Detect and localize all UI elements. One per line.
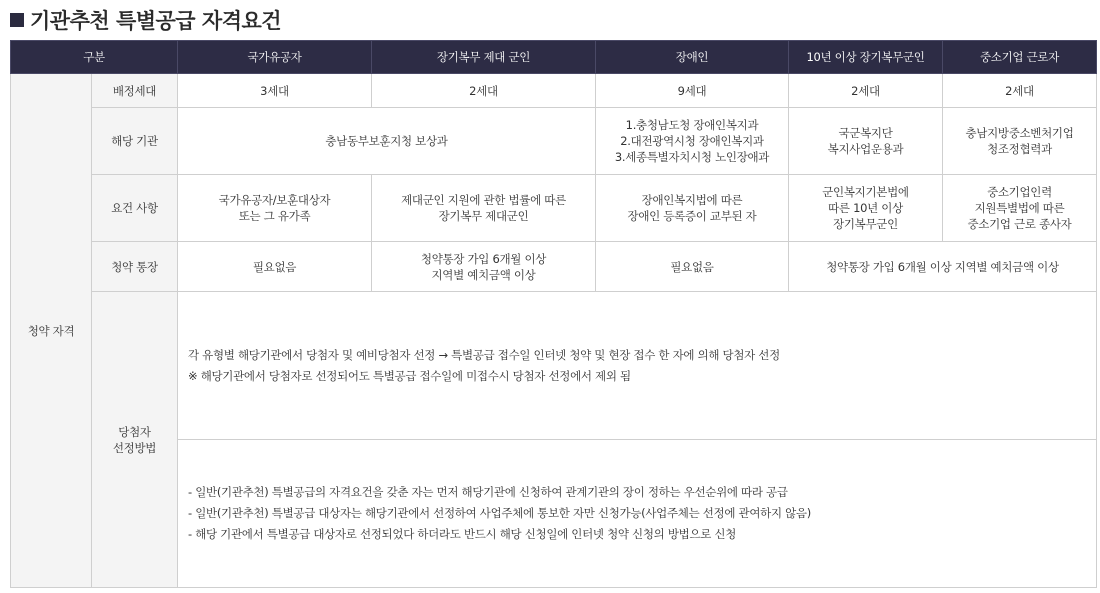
row-agency [11, 108, 1097, 175]
cell-households-disabled: 9세대 [596, 74, 789, 108]
row-label-households: 배정세대 [92, 74, 178, 108]
eligibility-table [10, 40, 1097, 588]
cell-households-discharged: 2세대 [372, 74, 596, 108]
cell-agency-long-service: 국군복지단 복지사업운용과 [789, 108, 943, 175]
cell-agency-disabled: 1.충청남도청 장애인복지과 2.대전광역시청 장애인복지과 3.세종특별자치시청 노인장애과 [596, 108, 789, 175]
selection-block-1 [178, 292, 1097, 440]
selection-rule-1: - 일반(기관추천) 특별공급의 자격요건을 갖춘 자는 먼저 해당기관에 신청하여 관계기관의 장이 정하는 우선순위에 따라 공급 [188, 485, 788, 499]
cell-req-veterans: 국가유공자/보훈대상자 또는 그 유가족 [178, 175, 372, 242]
selection-rule-3: - 해당 기관에서 특별공급 대상자로 선정되었다 하더라도 반드시 해당 신청일에 인터넷 청약 신청의 방법으로 신청 [188, 527, 737, 541]
selection-rule-2: - 일반(기관추천) 특별공급 대상자는 해당기관에서 선정하여 사업주체에 통보한 자만 신청가능(사업주체는 선정에 관여하지 않음) [188, 506, 811, 520]
row-requirements [11, 175, 1097, 242]
row-account [11, 242, 1097, 292]
cell-req-sme: 중소기업인력 지원특별법에 따른 중소기업 근로 종사자 [943, 175, 1097, 242]
header-discharged-soldiers: 장기복무 제대 군인 [372, 41, 596, 74]
page-title-text: 기관추천 특별공급 자격요건 [30, 9, 282, 33]
row-households [11, 74, 1097, 108]
cell-req-disabled: 장애인복지법에 따른 장애인 등록증이 교부된 자 [596, 175, 789, 242]
row-label-selection: 당첨자 선정방법 [92, 292, 178, 588]
cell-agency-sme: 충남지방중소벤처기업 청조정협력과 [943, 108, 1097, 175]
header-row [11, 41, 1097, 74]
page-title [10, 6, 281, 34]
header-veterans: 국가유공자 [178, 41, 372, 74]
header-category: 구분 [11, 41, 178, 74]
cell-account-disabled: 필요없음 [596, 242, 789, 292]
row-label-agency: 해당 기관 [92, 108, 178, 175]
cell-account-discharged: 청약통장 가입 6개월 이상 지역별 예치금액 이상 [372, 242, 596, 292]
cell-req-discharged: 제대군인 지원에 관한 법률에 따른 장기복무 제대군인 [372, 175, 596, 242]
cell-households-veterans: 3세대 [178, 74, 372, 108]
cell-households-sme: 2세대 [943, 74, 1097, 108]
selection-note-2: ※ 해당기관에서 당첨자로 선정되어도 특별공급 접수일에 미접수시 당첨자 선정에서 제외 됨 [188, 368, 631, 383]
header-disabled: 장애인 [596, 41, 789, 74]
cell-account-veterans: 필요없음 [178, 242, 372, 292]
header-sme-workers: 중소기업 근로자 [943, 41, 1097, 74]
row-label-requirements: 요건 사항 [92, 175, 178, 242]
cell-agency-veterans-discharged: 충남동부보훈지청 보상과 [178, 108, 596, 175]
row-label-account: 청약 통장 [92, 242, 178, 292]
header-long-service-soldiers: 10년 이상 장기복무군인 [789, 41, 943, 74]
title-square-icon [10, 13, 24, 27]
group-label: 청약 자격 [11, 74, 92, 588]
row-selection-1 [11, 292, 1097, 440]
cell-households-long-service: 2세대 [789, 74, 943, 108]
selection-note-1: 각 유형별 해당기관에서 당첨자 및 예비당첨자 선정 → 특별공급 접수일 인터넷 청약 및 현장 접수 한 자에 의해 당첨자 선정 [188, 347, 780, 362]
cell-req-long-service: 군인복지기본법에 따른 10년 이상 장기복무군인 [789, 175, 943, 242]
selection-block-2 [178, 440, 1097, 588]
cell-account-long-service-sme: 청약통장 가입 6개월 이상 지역별 예치금액 이상 [789, 242, 1097, 292]
